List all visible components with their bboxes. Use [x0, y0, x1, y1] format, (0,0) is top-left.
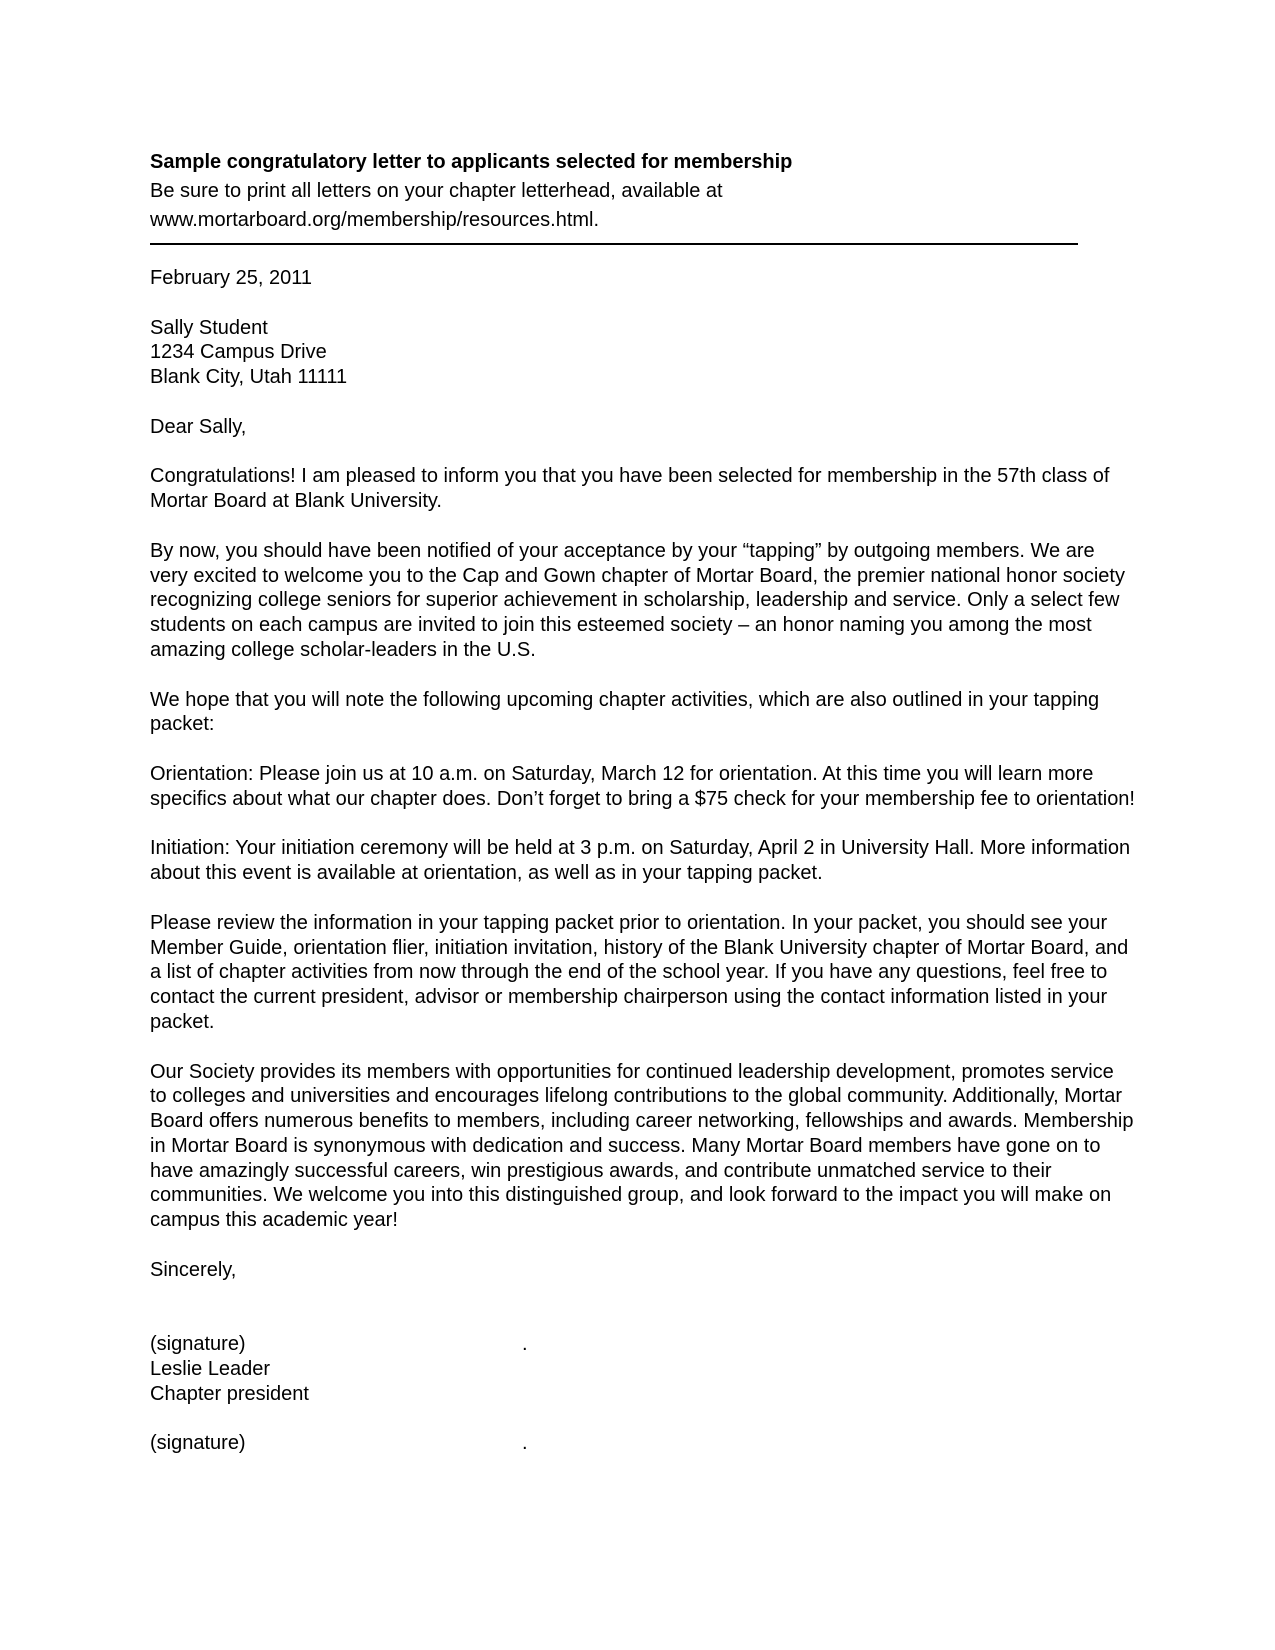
signature-line-dot: . [522, 1333, 528, 1356]
letter-body [150, 266, 1135, 1456]
paragraph: Orientation: Please join us at 10 a.m. on Saturday, March 12 for orientation. At this time you will learn more specifics about what our chapter does. Don’t forget to bring a $75 check for your membership fee to orientation! [150, 762, 1135, 810]
paragraph: Congratulations! I am pleased to inform you that you have been selected for membership in the 57th class of Mortar Board at Blank University. [150, 465, 1110, 513]
signature-line-dot: . [522, 1432, 528, 1455]
recipient-address [150, 316, 1135, 390]
signer-name: Leslie Leader [150, 1358, 271, 1381]
header-divider [150, 243, 1078, 245]
header-instructions-line1: Be sure to print all letters on your chapter letterhead, available at [150, 180, 723, 202]
paragraph: Initiation: Your initiation ceremony will be held at 3 p.m. on Saturday, April 2 in University Hall. More information about this event is available at orientation, as well as in your tapping packet. [150, 837, 1131, 885]
signer-title: Chapter president [150, 1382, 309, 1405]
closing: Sincerely, [150, 1258, 237, 1281]
salutation: Dear Sally, [150, 415, 247, 438]
recipient-street: 1234 Campus Drive [150, 341, 327, 364]
signature-placeholder: (signature) [150, 1432, 246, 1455]
recipient-city: Blank City, Utah 11111 [150, 366, 348, 389]
signature-block [150, 1431, 1135, 1456]
letter-date: February 25, 2011 [150, 267, 312, 289]
recipient-name: Sally Student [150, 316, 268, 339]
signature-placeholder: (signature) [150, 1333, 246, 1356]
letter-header [150, 148, 1135, 235]
header-instructions-line2: www.mortarboard.org/membership/resources.html. [150, 209, 600, 231]
header-title: Sample congratulatory letter to applicants selected for membership [150, 151, 793, 173]
paragraph: We hope that you will note the following upcoming chapter activities, which are also outlined in your tapping packet: [150, 688, 1100, 736]
signature-block [150, 1332, 1135, 1406]
paragraph: By now, you should have been notified of your acceptance by your “tapping” by outgoing members. We are very excited to welcome you to the Cap and Gown chapter of Mortar Board, the premier national honor society recognizing college seniors for superior achievement in scholarship, leadership and service. Only a select few students on each campus are invited to join this esteemed society – an honor naming you among the most amazing college scholar-leaders in the U.S. [150, 539, 1125, 661]
paragraph: Our Society provides its members with opportunities for continued leadership development, promotes service to colleges and universities and encourages lifelong contributions to the global community. Additionally, Mortar Board offers numerous benefits to members, including career networking, fellowships and awards. Membership in Mortar Board is synonymous with dedication and success. Many Mortar Board members have gone on to have amazingly successful careers, win prestigious awards, and contribute unmatched service to their communities. We welcome you into this distinguished group, and look forward to the impact you will make on campus this academic year! [150, 1060, 1134, 1232]
paragraph: Please review the information in your tapping packet prior to orientation. In your packet, you should see your Member Guide, orientation flier, initiation invitation, history of the Blank University chapter of Mortar Board, and a list of chapter activities from now through the end of the school year. If you have any questions, feel free to contact the current president, advisor or membership chairperson using the contact information listed in your packet. [150, 911, 1129, 1033]
